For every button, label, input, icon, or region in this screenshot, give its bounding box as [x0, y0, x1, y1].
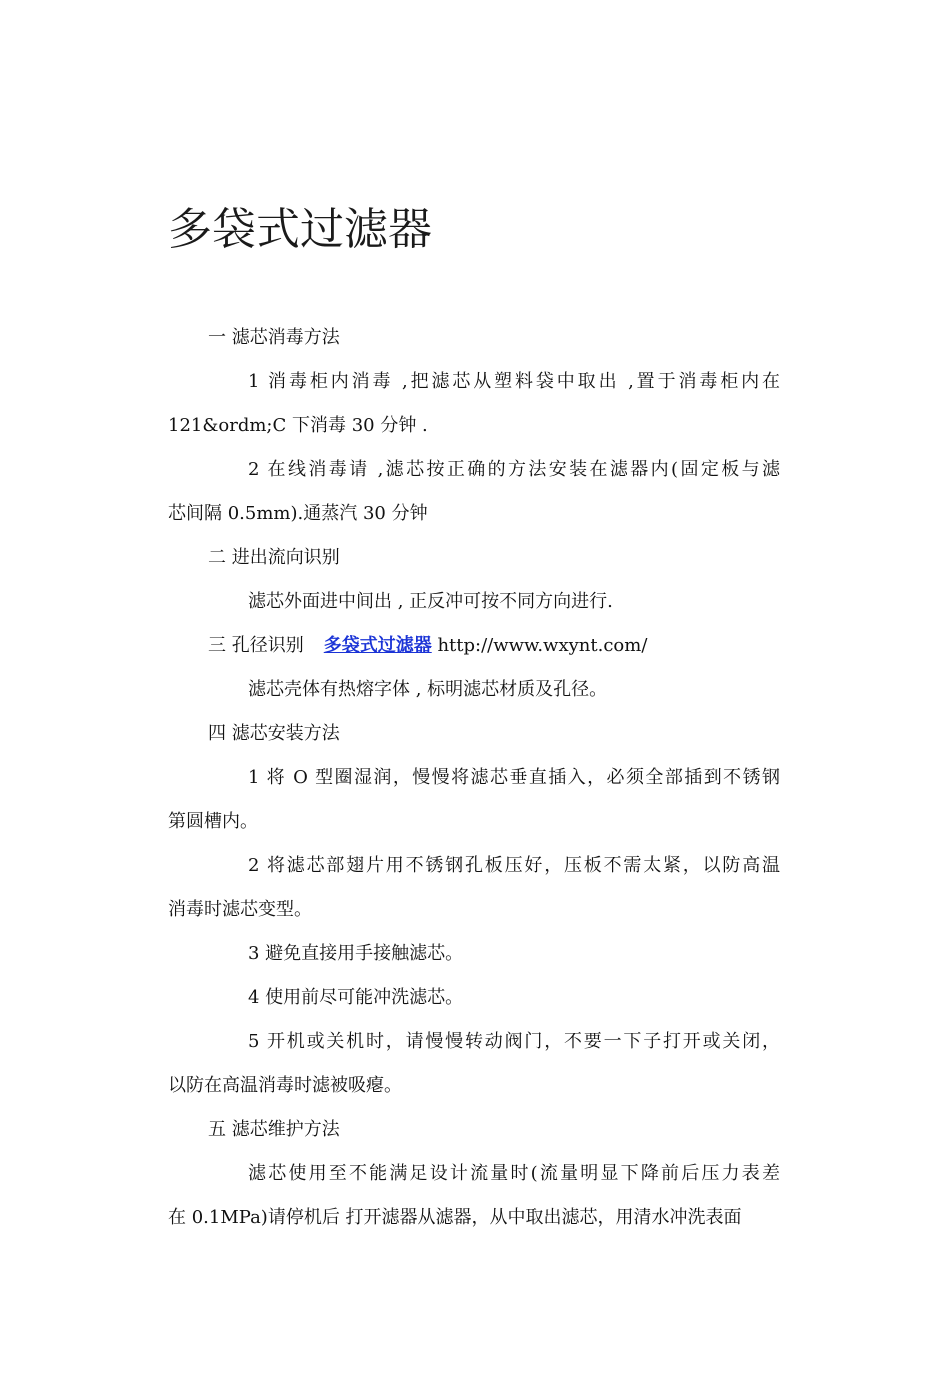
section-heading-installation: 四 滤芯安装方法 — [208, 723, 340, 744]
paragraph-line: 4 使用前尽可能冲洗滤芯。 — [248, 987, 464, 1008]
paragraph-line: 第圆槽内。 — [168, 811, 258, 832]
section-heading-maintenance: 五 滤芯维护方法 — [208, 1119, 340, 1140]
paragraph-line: 3 避免直接用手接触滤芯。 — [248, 943, 464, 964]
paragraph-line: 121&ordm;C 下消毒 30 分钟 . — [168, 415, 428, 436]
paragraph-line: 在 0.1MPa)请停机后 打开滤器从滤器，从中取出滤芯，用清水冲洗表面 — [168, 1207, 742, 1228]
paragraph-line: 消毒时滤芯变型。 — [168, 899, 312, 920]
website-url: http://www.wxynt.com/ — [437, 635, 648, 656]
paragraph-line: 芯间隔 0.5mm).通蒸汽 30 分钟 — [168, 503, 428, 524]
paragraph-line: 1 将 O 型圈湿润，慢慢将滤芯垂直插入，必须全部插到不锈钢 — [248, 767, 780, 788]
section-heading-label: 三 孔径识别 — [208, 635, 304, 656]
product-link[interactable]: 多袋式过滤器 — [323, 635, 432, 656]
section-heading-flow-direction: 二 进出流向识别 — [208, 547, 340, 568]
paragraph-line: 以防在高温消毒时滤被吸瘪。 — [168, 1075, 402, 1096]
paragraph-line: 2 在线消毒请 ,滤芯按正确的方法安装在滤器内(固定板与滤 — [248, 459, 780, 480]
paragraph-line: 1 消毒柜内消毒 ,把滤芯从塑料袋中取出 ,置于消毒柜内在 — [248, 371, 780, 392]
section-heading-pore-size — [168, 624, 780, 668]
paragraph-line: 滤芯使用至不能满足设计流量时(流量明显下降前后压力表差 — [248, 1163, 780, 1184]
document-body — [168, 316, 780, 1240]
paragraph-line: 滤芯壳体有热熔字体 , 标明滤芯材质及孔径。 — [248, 679, 608, 700]
section-heading-disinfection: 一 滤芯消毒方法 — [208, 327, 340, 348]
paragraph-line: 5 开机或关机时，请慢慢转动阀门，不要一下子打开或关闭， — [248, 1031, 780, 1052]
document-title: 多袋式过滤器 — [168, 204, 432, 255]
paragraph-line: 2 将滤芯部翅片用不锈钢孔板压好，压板不需太紧，以防高温 — [248, 855, 780, 876]
paragraph-line: 滤芯外面进中间出 , 正反冲可按不同方向进行. — [248, 591, 613, 612]
